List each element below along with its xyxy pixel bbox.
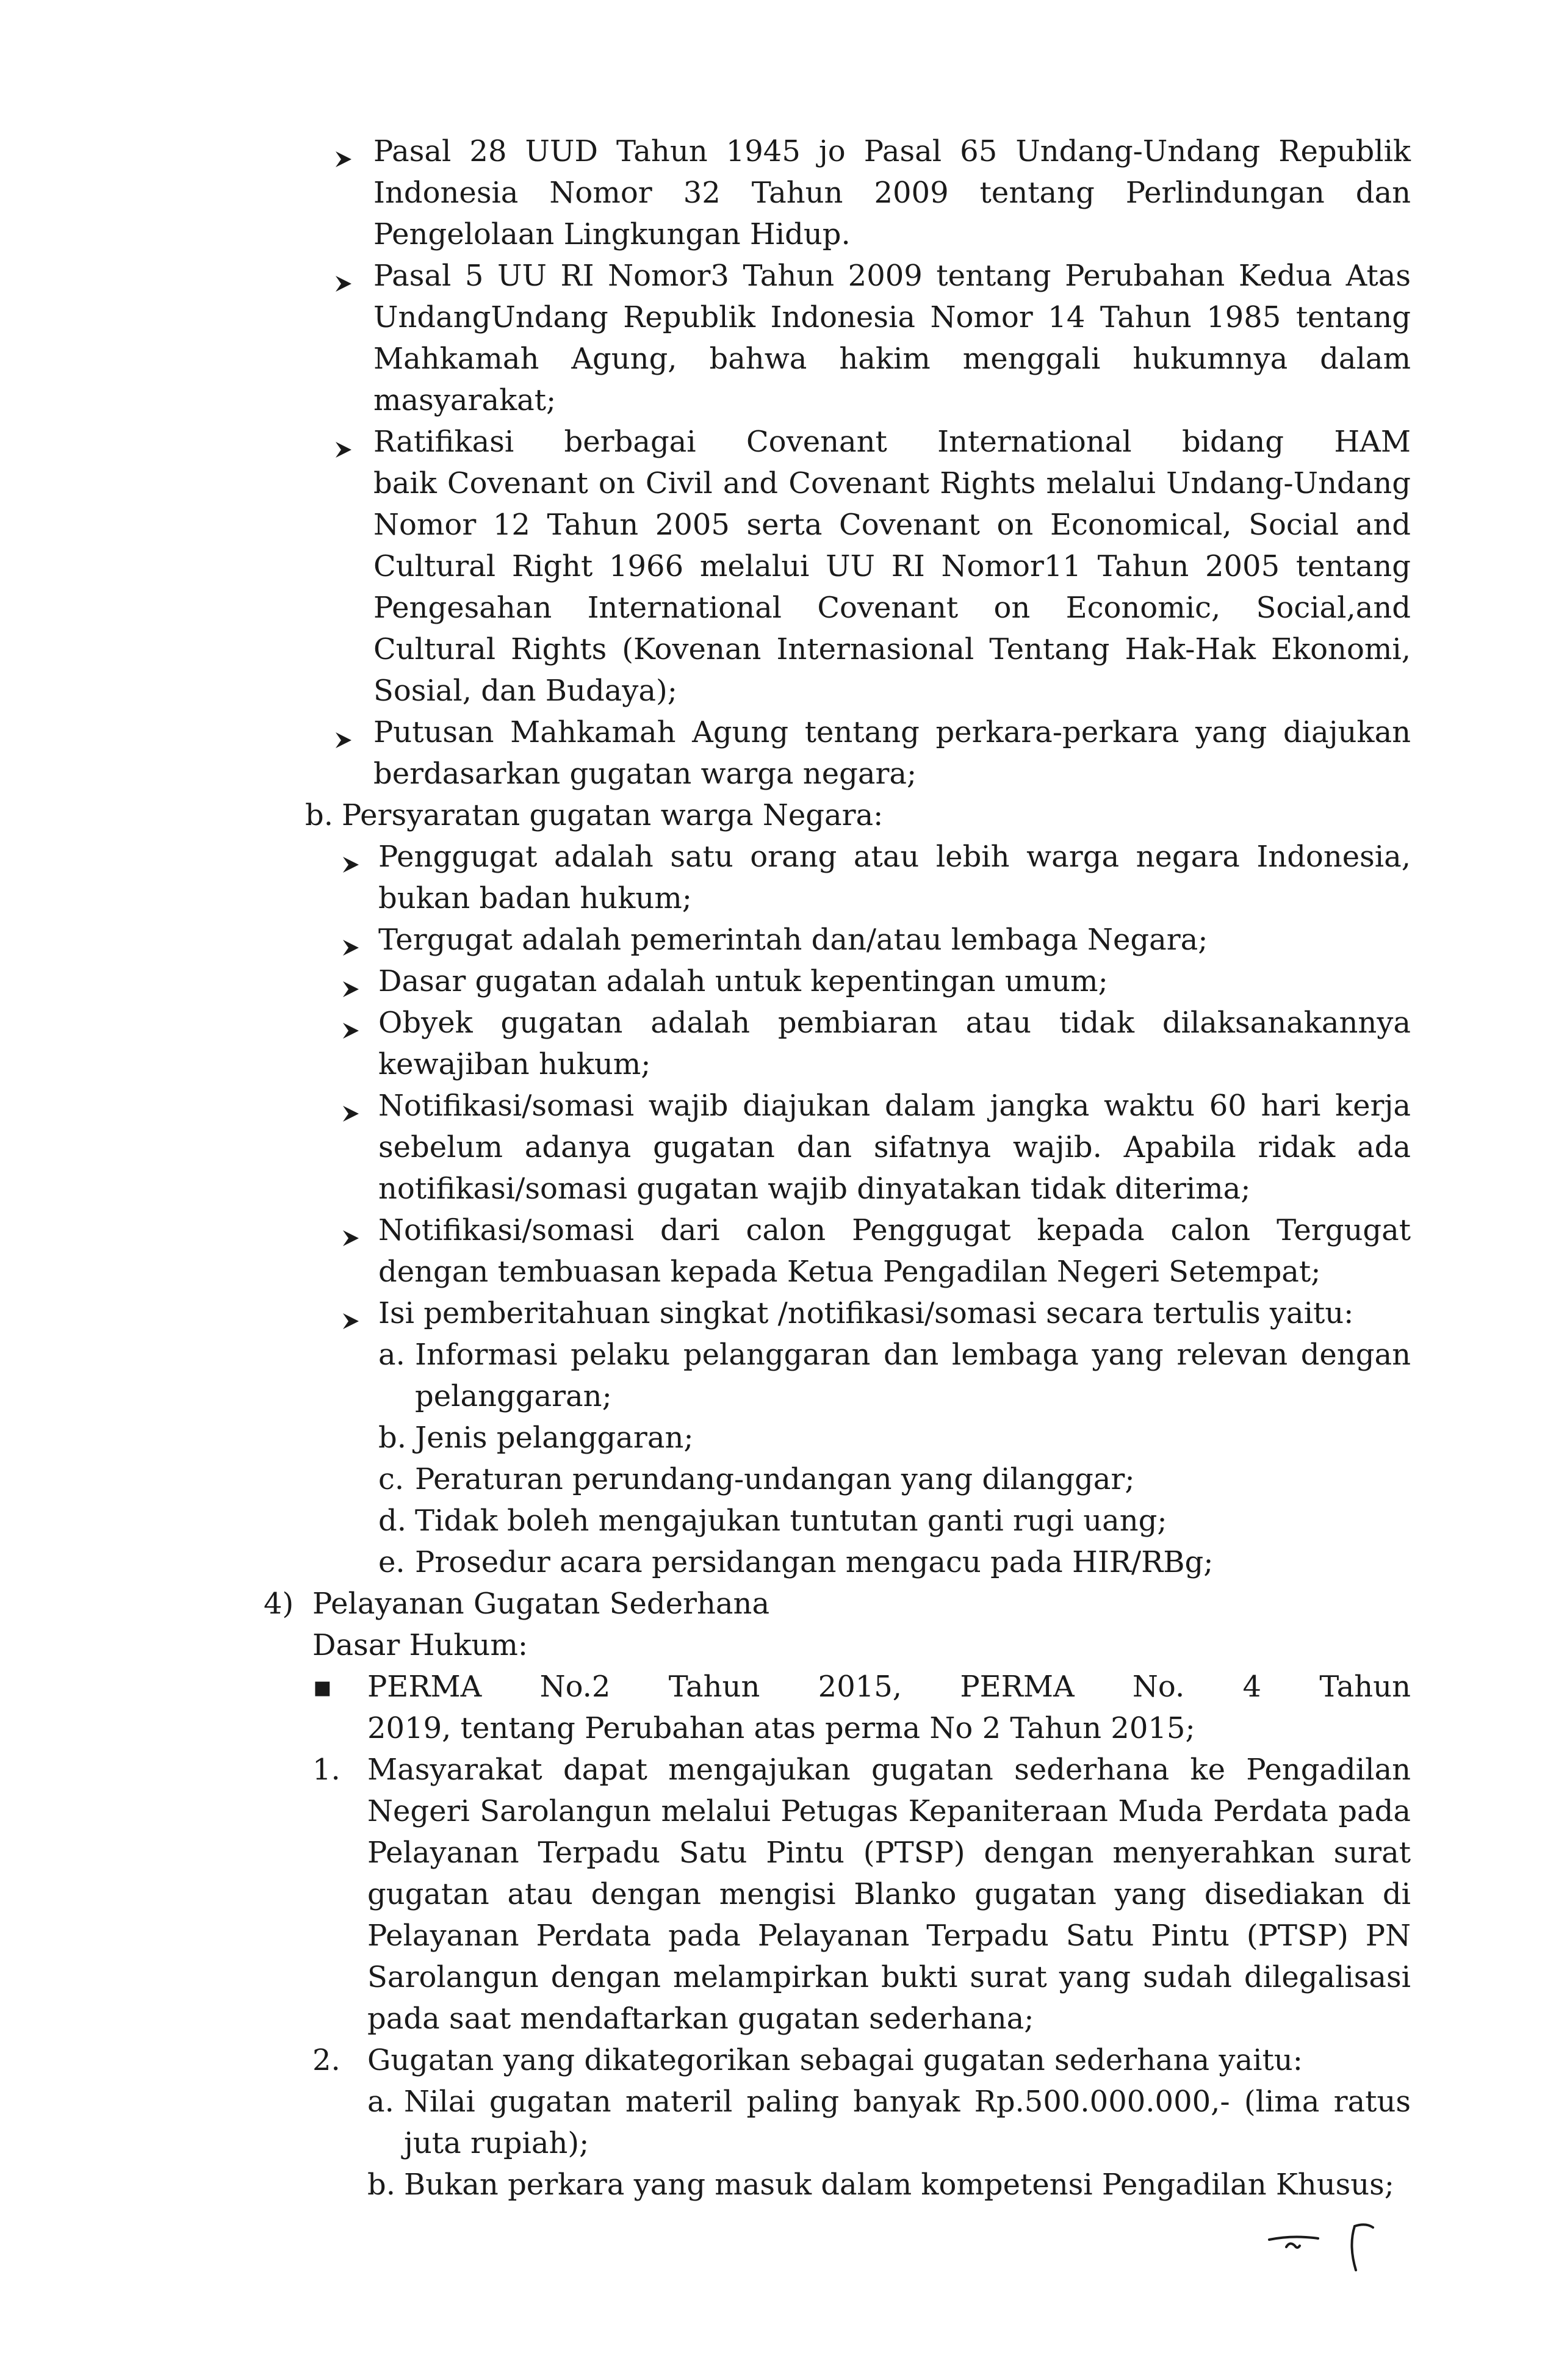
section-b-title: Persyaratan gugatan warga Negara: <box>342 798 884 832</box>
text-line: Pelayanan Perdata pada Pelayanan Terpadu Satu Pintu (PTSP) PN <box>367 1919 1411 1953</box>
text-line: Pasal 28 UUD Tahun 1945 jo Pasal 65 Undang-Undang Republik <box>373 134 1411 168</box>
text-line: Putusan Mahkamah Agung tentang perkara-perkara yang diajukan <box>373 715 1411 749</box>
text-line: Dasar gugatan adalah untuk kepentingan umum; <box>378 964 1108 998</box>
chevron-arrowhead-icon <box>342 1092 360 1134</box>
text-line: Cultural Right 1966 melalui UU RI Nomor11 Tahun 2005 tentang <box>373 549 1411 583</box>
chevron-arrowhead-icon <box>334 138 353 179</box>
text-line: Indonesia Nomor 32 Tahun 2009 tentang Perlindungan dan <box>373 176 1411 210</box>
text-line: Penggugat adalah satu orang atau lebih warga negara Indonesia, <box>378 840 1411 874</box>
text-line: Mahkamah Agung, bahwa hakim menggali hukumnya dalam <box>373 342 1411 376</box>
text-line: dengan tembuasan kepada Ketua Pengadilan Negeri Setempat; <box>378 1255 1321 1289</box>
text-line: Negeri Sarolangun melalui Petugas Kepaniteraan Muda Perdata pada <box>367 1794 1411 1828</box>
subitem-marker: d. <box>378 1504 406 1538</box>
text-line: Sarolangun dengan melampirkan bukti surat yang sudah dilegalisasi <box>367 1960 1411 1994</box>
text-line: Peraturan perundang-undangan yang dilanggar; <box>415 1462 1135 1496</box>
chevron-arrowhead-icon <box>334 719 353 760</box>
chevron-arrowhead-icon <box>334 262 353 304</box>
subitem-marker: a. <box>378 1338 405 1372</box>
text-line: Pelayanan Terpadu Satu Pintu (PTSP) dengan menyerahkan surat <box>367 1836 1411 1870</box>
text-line: Ratifikasi berbagai Covenant International bidang HAM <box>373 425 1411 459</box>
text-line: Bukan perkara yang masuk dalam kompetensi Pengadilan Khusus; <box>404 2168 1394 2202</box>
text-line: notifikasi/somasi gugatan wajib dinyatakan tidak diterima; <box>378 1172 1251 1206</box>
text-line: Sosial, dan Budaya); <box>373 674 677 708</box>
item-marker: 1. <box>312 1753 340 1787</box>
text-line: Jenis pelanggaran; <box>415 1421 694 1455</box>
text-line: kewajiban hukum; <box>378 1047 651 1081</box>
text-line: Pengesahan International Covenant on Economic, Social,and <box>373 591 1411 625</box>
text-line: Isi pemberitahuan singkat /notifikasi/somasi secara tertulis yaitu: <box>378 1296 1354 1330</box>
text-line: Notifikasi/somasi dari calon Penggugat kepada calon Tergugat <box>378 1213 1411 1247</box>
text-line: Informasi pelaku pelanggaran dan lembaga yang relevan dengan <box>415 1338 1411 1372</box>
text-line: pelanggaran; <box>415 1379 612 1413</box>
text-line: Masyarakat dapat mengajukan gugatan sederhana ke Pengadilan <box>367 1753 1411 1787</box>
text-line: Notifikasi/somasi wajib diajukan dalam jangka waktu 60 hari kerja <box>378 1089 1411 1123</box>
text-line: gugatan atau dengan mengisi Blanko gugatan yang disediakan di <box>367 1877 1411 1911</box>
text-line: bukan badan hukum; <box>378 881 692 915</box>
text-line: Nilai gugatan materil paling banyak Rp.500.000.000,- (lima ratus <box>404 2085 1411 2119</box>
section-b-marker: b. <box>305 798 333 832</box>
subitem-marker: b. <box>378 1421 406 1455</box>
text-line: baik Covenant on Civil and Covenant Rights melalui Undang-Undang <box>373 466 1411 500</box>
chevron-arrowhead-icon <box>342 926 360 968</box>
text-line: Tidak boleh mengajukan tuntutan ganti rugi uang; <box>415 1504 1167 1538</box>
subitem-marker: e. <box>378 1545 405 1579</box>
chevron-arrowhead-icon <box>342 1009 360 1051</box>
subitem-marker: b. <box>367 2168 395 2202</box>
chevron-arrowhead-icon <box>334 428 353 470</box>
chevron-arrowhead-icon <box>342 1300 360 1341</box>
text-line: Nomor 12 Tahun 2005 serta Covenant on Economical, Social and <box>373 508 1411 542</box>
section-4-title: Pelayanan Gugatan Sederhana <box>312 1587 770 1621</box>
text-line: Prosedur acara persidangan mengacu pada HIR/RBg; <box>415 1545 1214 1579</box>
text-line: masyarakat; <box>373 383 556 417</box>
text-line: berdasarkan gugatan warga negara; <box>373 757 917 791</box>
item-marker: 2. <box>312 2043 340 2077</box>
text-line: Pasal 5 UU RI Nomor3 Tahun 2009 tentang Perubahan Kedua Atas <box>373 259 1411 293</box>
subitem-marker: c. <box>378 1462 405 1496</box>
subitem-marker: a. <box>367 2085 394 2119</box>
chevron-arrowhead-icon <box>342 968 360 1009</box>
text-line: Pengelolaan Lingkungan Hidup. <box>373 217 851 251</box>
text-line: pada saat mendaftarkan gugatan sederhana; <box>367 2002 1034 2036</box>
chevron-arrowhead-icon <box>342 1217 360 1258</box>
text-line: Tergugat adalah pemerintah dan/atau lembaga Negara; <box>378 923 1208 957</box>
text-line: UndangUndang Republik Indonesia Nomor 14 Tahun 1985 tentang <box>373 300 1411 334</box>
text-line: PERMA No.2 Tahun 2015, PERMA No. 4 Tahun <box>367 1670 1411 1704</box>
text-line: Obyek gugatan adalah pembiaran atau tidak dilaksanakannya <box>378 1006 1411 1040</box>
section-4-marker: 4) <box>264 1587 294 1621</box>
text-line: 2019, tentang Perubahan atas perma No 2 Tahun 2015; <box>367 1711 1195 1745</box>
legal-basis-label: Dasar Hukum: <box>312 1628 528 1662</box>
text-line: Cultural Rights (Kovenan Internasional Tentang Hak-Hak Ekonomi, <box>373 632 1411 666</box>
handwritten-paraph-icon <box>1263 2209 1397 2276</box>
text-line: Gugatan yang dikategorikan sebagai gugatan sederhana yaitu: <box>367 2043 1303 2077</box>
chevron-arrowhead-icon <box>342 843 360 885</box>
small-square-icon: ▪ <box>312 1670 333 1704</box>
text-line: sebelum adanya gugatan dan sifatnya wajib. Apabila ridak ada <box>378 1130 1411 1164</box>
text-line: juta rupiah); <box>404 2126 589 2160</box>
